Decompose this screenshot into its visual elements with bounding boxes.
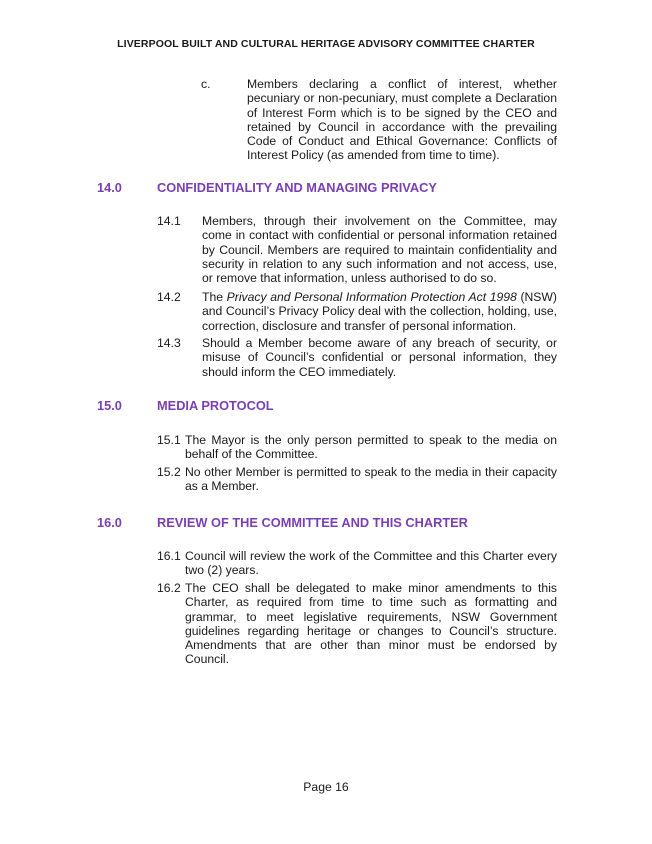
clause-14-2: [157, 290, 557, 333]
clause-number: 14.1: [157, 214, 181, 228]
clause-text: No other Member is permitted to speak to the media in their capacity as a Member.: [185, 465, 557, 494]
clause-text: Should a Member become aware of any breach of security, or misuse of Council’s confidential or personal information, they should inform the CEO immediately.: [202, 336, 557, 379]
clause-text-pre: The: [202, 290, 227, 304]
clause-text: [202, 290, 557, 333]
page-number: Page 16: [303, 780, 349, 794]
clause-number: 15.1: [157, 433, 181, 447]
clause-15-1: [157, 433, 557, 462]
section-number: 16.0: [97, 515, 122, 530]
clause-14-1: [157, 214, 557, 285]
clause-text: Members, through their involvement on the Committee, may come in contact with confidential or personal information retained by Council. Members are required to maintain confidentiality and security in relation to any such information and not access, use, or remove that information, unless authorised to do so.: [202, 214, 557, 286]
clause-c: [201, 77, 557, 163]
clause-16-2: [157, 581, 557, 667]
section-title: REVIEW OF THE COMMITTEE AND THIS CHARTER: [157, 515, 468, 530]
clause-number: c.: [201, 77, 211, 91]
page-header: LIVERPOOL BUILT AND CULTURAL HERITAGE ADVISORY COMMITTEE CHARTER: [117, 38, 535, 50]
clause-number: 14.3: [157, 336, 181, 350]
clause-15-2: [157, 465, 557, 494]
clause-number: 16.2: [157, 581, 181, 595]
section-number: 15.0: [97, 398, 122, 413]
clause-14-3: [157, 336, 557, 379]
clause-text: Members declaring a conflict of interest, whether pecuniary or non-pecuniary, must complete a Declaration of Interest Form which is to be signed by the CEO and retained by Council in accordance with the prevailing Code of Conduct and Ethical Governance: Conflicts of Interest Policy (as amended from time to time).: [247, 77, 557, 163]
clause-number: 15.2: [157, 465, 181, 479]
clause-text-post: (NSW) and Council’s Privacy Policy deal with the collection, holding, use, correction, disclosure and transfer of personal information.: [202, 290, 557, 333]
clause-number: 16.1: [157, 549, 181, 563]
act-title: Privacy and Personal Information Protection Act 1998: [226, 290, 517, 304]
clause-text: Council will review the work of the Committee and this Charter every two (2) years.: [185, 549, 557, 578]
section-title: MEDIA PROTOCOL: [157, 398, 274, 413]
clause-16-1: [157, 549, 557, 578]
section-title: CONFIDENTIALITY AND MANAGING PRIVACY: [157, 180, 437, 195]
section-number: 14.0: [97, 180, 122, 195]
clause-text: The Mayor is the only person permitted to speak to the media on behalf of the Committee.: [185, 433, 557, 462]
clause-text: The CEO shall be delegated to make minor amendments to this Charter, as required from time to time such as formatting and grammar, to meet legislative requirements, NSW Government guidelines regarding heritage or changes to Council’s structure. Amendments that are other than minor must be endorsed by Council.: [185, 581, 557, 667]
clause-number: 14.2: [157, 290, 181, 304]
